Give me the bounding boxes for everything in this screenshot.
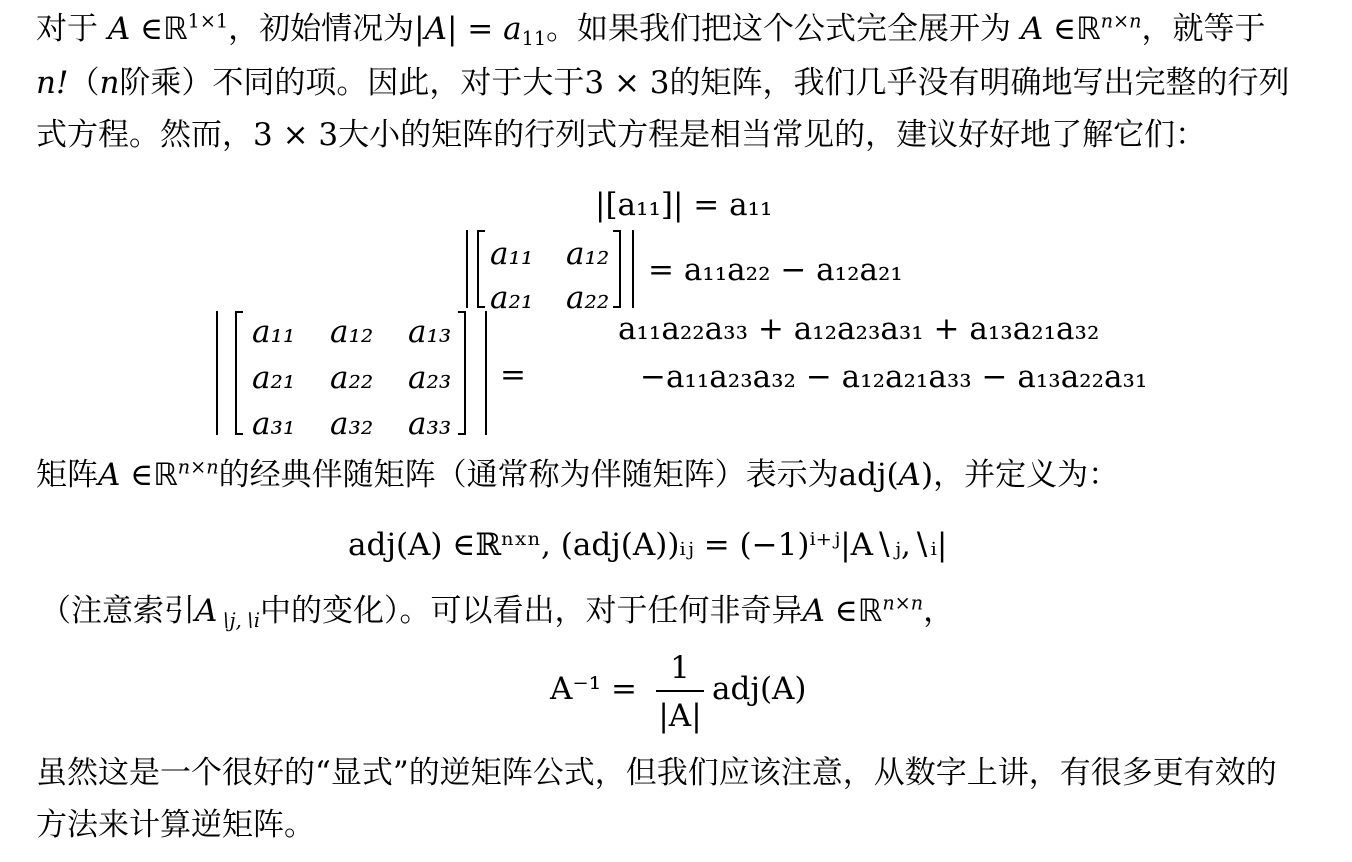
adj-definition: adj(A) ∈ℝⁿˣⁿ, (adj(A))ᵢⱼ = (−1)ⁱ⁺ʲ|A∖ⱼ,∖ᵢ| <box>348 527 948 563</box>
m2-cell: a₁₁ <box>490 236 534 272</box>
text: （注意索引 <box>40 593 195 629</box>
math-nfact: n! <box>36 65 69 101</box>
text: 对于 <box>36 11 108 47</box>
m2-cell: a₂₁ <box>490 280 534 316</box>
para2-line: 矩阵A ∈ℝ$^{n\times n}$的经典伴随矩阵（通常称为伴随矩阵）表示为adj(A)，并定义为： <box>36 455 1120 493</box>
m3-cell: a₁₃ <box>408 314 452 350</box>
frac-bar <box>656 690 704 692</box>
text: 式方程。然而， <box>36 117 253 153</box>
inverse-rhs: adj(A) <box>712 671 807 707</box>
det-bar-left <box>466 230 468 308</box>
frac-denominator: |A| <box>658 698 702 734</box>
m3-cell: a₁₁ <box>252 314 296 350</box>
bracket-right <box>458 311 466 435</box>
det-bar-right <box>485 311 487 435</box>
math-3x3: 3 × 3 <box>584 65 670 101</box>
m3-cell: a₂₂ <box>330 360 374 396</box>
para4-line1: 虽然这是一个很好的“显式”的逆矩阵公式，但我们应该注意，从数字上讲，有很多更有效的 <box>36 755 1277 791</box>
text: 阶乘）不同的项。因此，对于大于 <box>119 65 585 101</box>
para1-line3 <box>36 117 1207 153</box>
text: 中的变化）。可以看出，对于任何非奇异 <box>260 593 803 629</box>
m2-cell: a₁₂ <box>566 236 610 272</box>
m3-cell: a₁₂ <box>330 314 374 350</box>
det-1x1: |[a₁₁]| = a₁₁ <box>595 187 773 223</box>
text: 。如果我们把这个公式完全展开为 <box>546 11 1021 47</box>
m3-cell: a₃₁ <box>252 406 296 442</box>
inverse-lhs: A⁻¹ = <box>550 671 638 707</box>
math-a: A <box>898 457 922 493</box>
text: 矩阵 <box>36 457 98 493</box>
det-bar-left <box>216 311 218 435</box>
para3-line: （注意索引$A_{∖j,∖i}$中的变化）。可以看出，对于任何非奇异A ∈ℝ$^{n\times n}$， <box>40 591 955 633</box>
bracket-right <box>613 230 621 308</box>
math-paren: ) <box>921 457 934 493</box>
para1-line1: 对于 A ∈ℝ$^{1\times 1}$，初始情况为$|A| = a_{11}$。如果我们把这个公式完全展开为 A ∈ℝ$^{n\times n}$，就等于 <box>36 9 1266 51</box>
det-3x3-rhs-line1: a₁₁a₂₂a₃₃ + a₁₂a₂₃a₃₁ + a₁₃a₂₁a₃₂ <box>618 311 1100 347</box>
text: ，就等于 <box>1141 11 1266 47</box>
m3-cell: a₃₂ <box>330 406 374 442</box>
text: 的经典伴随矩阵（通常称为伴随矩阵）表示为 <box>218 457 839 493</box>
text: 的矩阵，我们几乎没有明确地写出完整的行列 <box>669 65 1290 101</box>
text: （ <box>68 65 100 101</box>
frac-numerator: 1 <box>670 650 690 686</box>
det-bar-right <box>632 230 634 308</box>
m3-cell: a₃₃ <box>408 406 452 442</box>
para1-line2 <box>36 65 1290 101</box>
math-n: n <box>99 65 120 101</box>
m3-cell: a₂₁ <box>252 360 296 396</box>
bracket-left <box>235 311 243 435</box>
text: ，初始情况为 <box>228 11 415 47</box>
equals-sign: = <box>500 357 526 393</box>
det-3x3-rhs-line2: −a₁₁a₂₃a₃₂ − a₁₂a₂₁a₃₃ − a₁₃a₂₂a₃₁ <box>640 359 1148 395</box>
math-adj: adj( <box>838 457 899 493</box>
det-2x2-rhs: = a₁₁a₂₂ − a₁₂a₂₁ <box>648 252 903 288</box>
text: ，并定义为： <box>933 457 1120 493</box>
text: 大小的矩阵的行列式方程是相当常见的，建议好好地了解它们： <box>338 117 1207 153</box>
bracket-left <box>477 230 485 308</box>
para4-line2: 方法来计算逆矩阵。 <box>36 807 315 843</box>
text: ， <box>923 593 955 629</box>
m3-cell: a₂₃ <box>408 360 452 396</box>
m2-cell: a₂₂ <box>566 280 610 316</box>
math-3x3: 3 × 3 <box>253 117 339 153</box>
